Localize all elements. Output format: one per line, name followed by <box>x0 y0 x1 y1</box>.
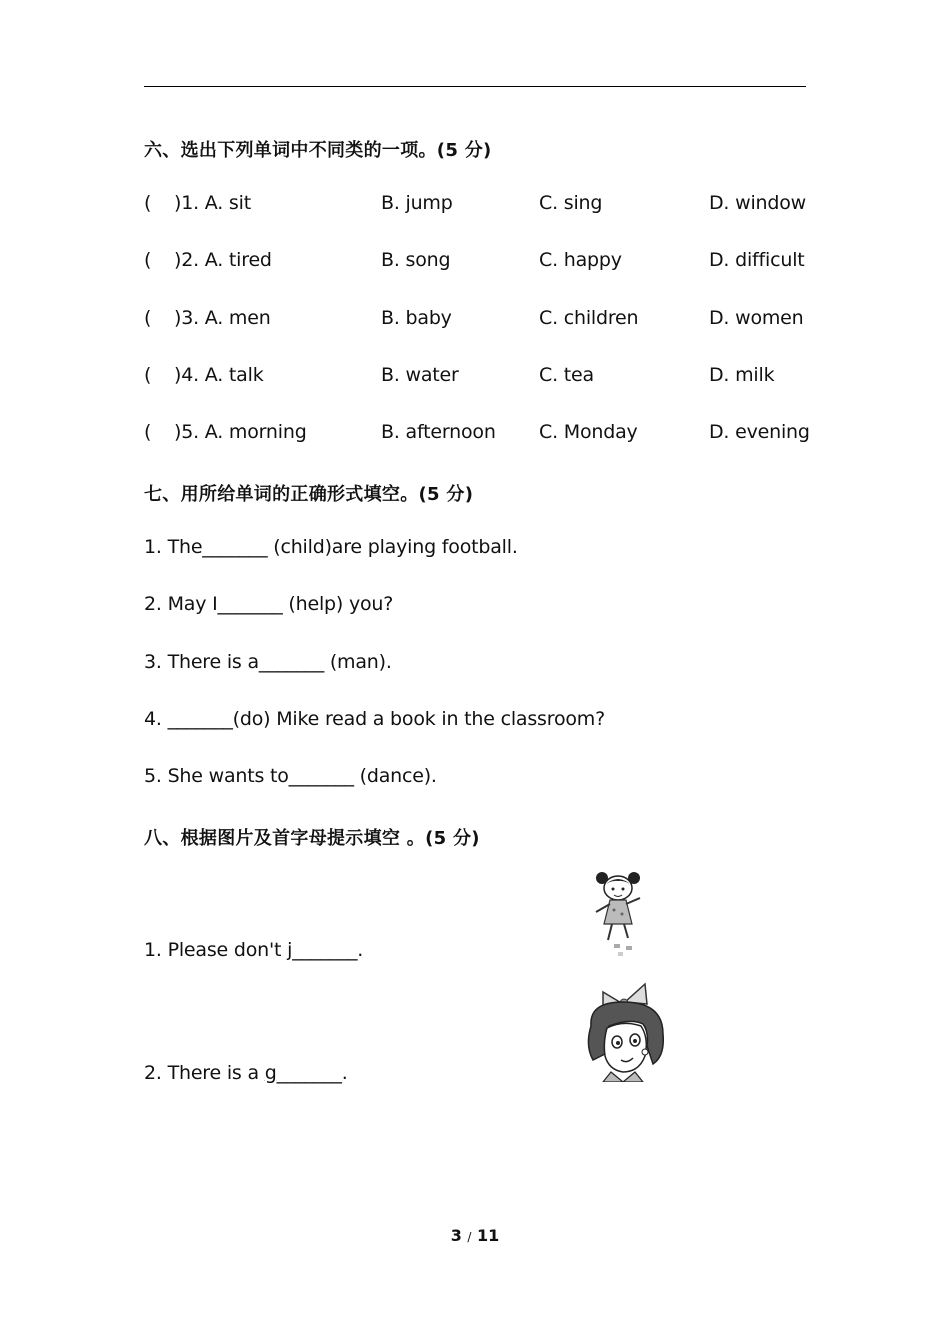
question-5-option-c: C. Monday <box>539 421 638 443</box>
hint-letter: j <box>287 939 293 961</box>
question-4-option-d: D. milk <box>709 364 775 386</box>
question-1-option-a: ( )1. A. sit <box>144 192 251 214</box>
question-1-option-c: C. sing <box>539 192 603 214</box>
jumping-girl-image <box>590 868 646 960</box>
question-1-option-d: D. window <box>709 192 806 214</box>
question-1-option-b: B. jump <box>381 192 453 214</box>
section-8-heading: 八、根据图片及首字母提示填空 。(5 分) <box>144 828 480 849</box>
question-5-option-a: ( )5. A. morning <box>144 421 307 443</box>
question-5-option-d: D. evening <box>709 421 810 443</box>
question-5-option-b: B. afternoon <box>381 421 496 443</box>
fill-blank-4[interactable]: 4. _______(do) Mike read a book in the classroom? <box>144 708 605 730</box>
question-3-option-a: ( )3. A. men <box>144 307 271 329</box>
question-4-option-b: B. water <box>381 364 459 386</box>
question-2-option-d: D. difficult <box>709 249 805 271</box>
page-number: 3 / 11 <box>450 1226 500 1245</box>
question-3-option-c: C. children <box>539 307 639 329</box>
question-2-option-b: B. song <box>381 249 451 271</box>
fill-blank-3[interactable]: 3. There is a_______ (man). <box>144 651 392 673</box>
answer-paren[interactable]: ( <box>144 192 152 214</box>
fill-blank-5[interactable]: 5. She wants to_______ (dance). <box>144 765 437 787</box>
question-2-option-a: ( )2. A. tired <box>144 249 272 271</box>
section-6-heading: 六、选出下列单词中不同类的一项。(5 分) <box>144 140 492 161</box>
answer-paren[interactable]: ( <box>144 364 152 386</box>
girl-portrait-image <box>583 976 669 1082</box>
question-4-option-a: ( )4. A. talk <box>144 364 264 386</box>
question-2-option-c: C. happy <box>539 249 622 271</box>
hint-letter: g <box>264 1062 277 1084</box>
header-rule <box>144 86 806 87</box>
fill-blank-1[interactable]: 1. The_______ (child)are playing football. <box>144 536 518 558</box>
answer-paren[interactable]: ( <box>144 307 152 329</box>
section-7-heading: 七、用所给单词的正确形式填空。(5 分) <box>144 484 474 505</box>
picture-question-1[interactable]: 1. Please don't j_______. <box>144 939 364 961</box>
question-4-option-c: C. tea <box>539 364 594 386</box>
fill-blank-2[interactable]: 2. May I_______ (help) you? <box>144 593 394 615</box>
picture-question-2[interactable]: 2. There is a g_______. <box>144 1062 348 1084</box>
question-3-option-b: B. baby <box>381 307 452 329</box>
answer-paren[interactable]: ( <box>144 421 152 443</box>
question-3-option-d: D. women <box>709 307 804 329</box>
answer-paren[interactable]: ( <box>144 249 152 271</box>
